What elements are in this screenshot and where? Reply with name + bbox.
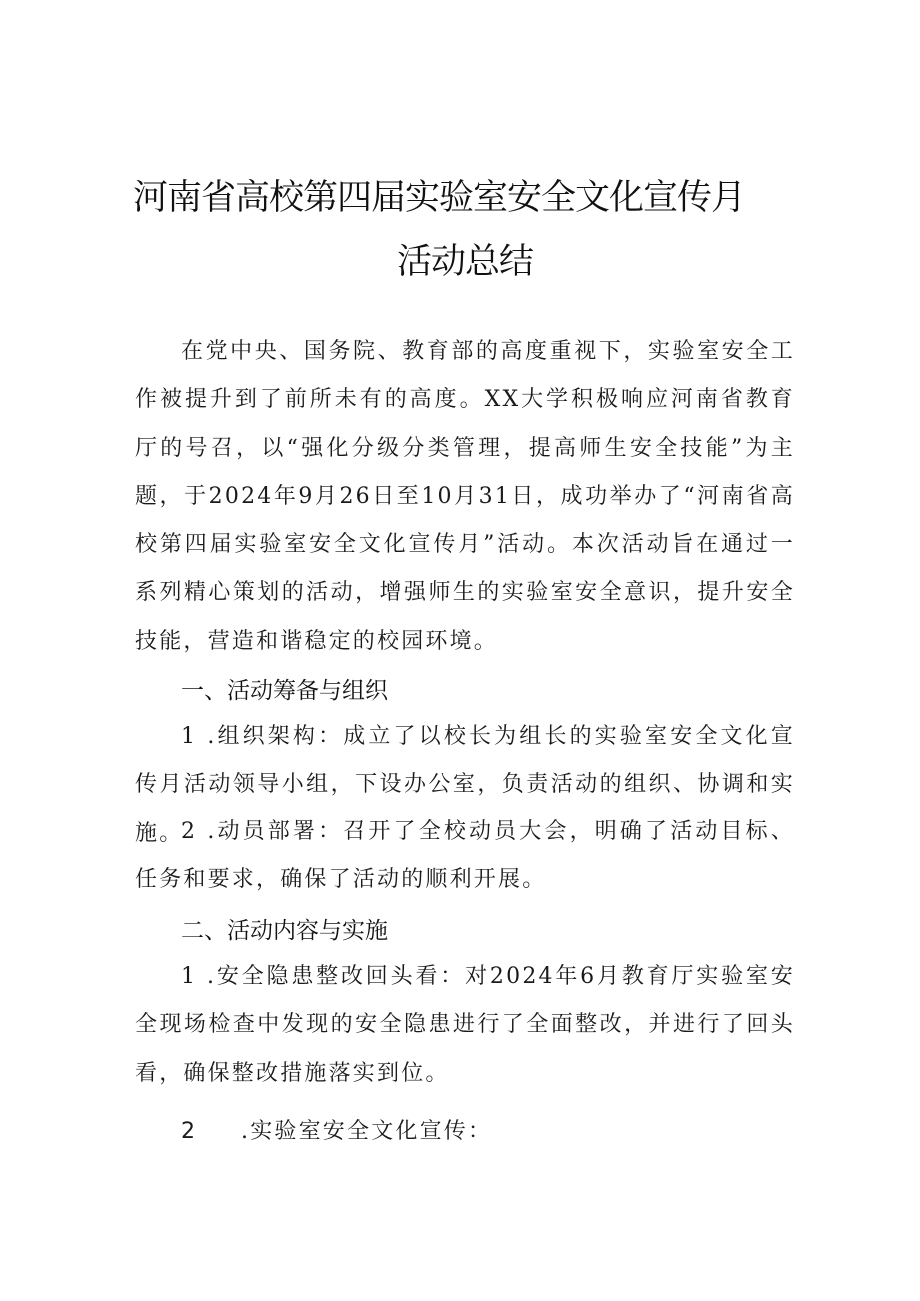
section-2-item-2 — [181, 1114, 492, 1145]
section-1-heading: 一、活动筹备与组织 — [181, 678, 388, 704]
document-title-line-2: 活动总结 — [397, 242, 534, 282]
section-2-item-2-text: .实验室安全文化宣传： — [241, 1119, 493, 1144]
section-1-item-2: 2 .动员部署：召开了全校动员大会，明确了活动目标、任务和要求，确保了活动的顺利开展。 — [135, 819, 795, 893]
section-2-item-2-number: 2 — [181, 1119, 198, 1144]
section-2-heading: 二、活动内容与实施 — [181, 918, 388, 944]
document-title-line-1: 河南省高校第四届实验室安全文化宣传月 — [133, 178, 746, 218]
intro-paragraph: 在党中央、国务院、教育部的高度重视下，实验室安全工作被提升到了前所未有的高度。XX大学积极响应河南省教育厅的号召，以“强化分级分类管理，提高师生安全技能”为主题，于2024年9月26日至10月31日，成功举办了“河南省高校第四届实验室安全文化宣传月”活动。本次活动旨在通过一系列精心策划的活动，增强师生的实验室安全意识，提升安全技能，营造和谐稳定的校园环境。 — [135, 339, 795, 654]
section-2-item-1: 1 .安全隐患整改回头看：对2024年6月教育厅实验室安全现场检查中发现的安全隐患进行了全面整改，并进行了回头看，确保整改措施落实到位。 — [135, 964, 795, 1086]
section-1-item-1: 1 .组织架构：成立了以校长为组长的实验室安全文化宣传月活动领导小组，下设办公室，负责活动的组织、协调和实施。 — [135, 724, 795, 846]
